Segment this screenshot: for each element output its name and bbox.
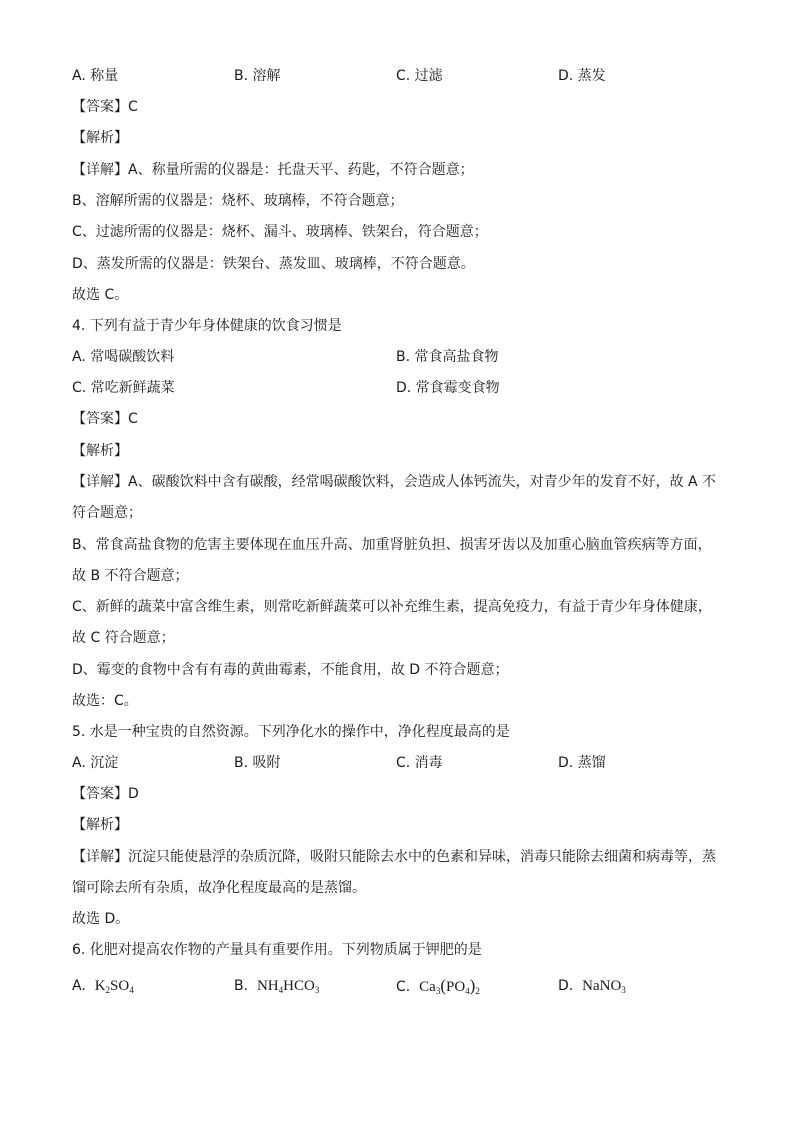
q6-option-c	[396, 976, 480, 997]
q5-detail-line: 【详解】沉淀只能使悬浮的杂质沉降，吸附只能除去水中的色素和异味，消毒只能除去细菌和病毒等，蒸	[72, 849, 716, 865]
q3-option-a: A. 称量	[72, 68, 119, 84]
q4-detail-line: D、霉变的食物中含有有毒的黄曲霉素，不能食用，故 D 不符合题意；	[72, 662, 509, 678]
q5-option-b: B. 吸附	[234, 755, 281, 771]
q4-options-row1	[72, 347, 732, 367]
q6-stem: 6. 化肥对提高农作物的产量具有重要作用。下列物质属于钾肥的是	[72, 942, 482, 958]
q4-detail-line: B、常食高盐食物的危害主要体现在血压升高、加重肾脏负担、损害牙齿以及加重心脑血管疾病等方面，	[72, 537, 712, 553]
option-label: A.	[72, 978, 86, 994]
q3-conclusion: 故选 C。	[72, 287, 129, 303]
q3-option-d: D. 蒸发	[558, 68, 606, 84]
q5-option-a: A. 沉淀	[72, 755, 119, 771]
q3-answer: 【答案】C	[72, 99, 138, 115]
q5-answer: 【答案】D	[72, 786, 139, 802]
q4-detail-line: 故 B 不符合题意；	[72, 568, 189, 584]
q6-options	[72, 976, 732, 996]
q4-option-d: D. 常食霉变食物	[396, 380, 500, 396]
q3-detail-line: 【详解】A、称量所需的仪器是：托盘天平、药匙，不符合题意；	[72, 162, 474, 178]
q3-analysis-heading: 【解析】	[72, 130, 128, 146]
q4-detail-line: 故 C 符合题意；	[72, 630, 175, 646]
q5-options	[72, 753, 732, 773]
q4-detail-line: 符合题意；	[72, 505, 142, 521]
q4-answer: 【答案】C	[72, 411, 138, 427]
q6-option-b	[234, 976, 319, 996]
q4-conclusion: 故选：C。	[72, 693, 138, 709]
q5-option-d: D. 蒸馏	[558, 755, 606, 771]
q4-options-row2	[72, 378, 732, 398]
q4-stem: 4. 下列有益于青少年身体健康的饮食习惯是	[72, 318, 342, 334]
q4-analysis-heading: 【解析】	[72, 443, 128, 459]
option-label: C.	[396, 979, 411, 995]
q4-option-b: B. 常食高盐食物	[396, 349, 499, 365]
option-label: B.	[234, 978, 249, 994]
q5-conclusion: 故选 D。	[72, 911, 130, 927]
q6-option-a	[72, 976, 134, 996]
q3-option-b: B. 溶解	[234, 68, 281, 84]
q3-detail-line: D、蒸发所需的仪器是：铁架台、蒸发皿、玻璃棒，不符合题意。	[72, 256, 475, 272]
q4-detail-line: C、新鲜的蔬菜中富含维生素，则常吃新鲜蔬菜可以补充维生素，提高免疫力，有益于青少年身体健康，	[72, 599, 712, 615]
formula-nh4hco3: $NH_4HCO_3$	[256, 978, 320, 995]
option-label: D.	[558, 978, 574, 994]
q6-option-d	[558, 976, 626, 996]
q3-detail-line: C、过滤所需的仪器是：烧杯、漏斗、玻璃棒、铁架台，符合题意；	[72, 224, 488, 240]
q3-detail-line: B、溶解所需的仪器是：烧杯、玻璃棒，不符合题意；	[72, 193, 404, 209]
formula-nano3: NaNO$_3$	[582, 978, 626, 995]
q4-option-a: A. 常喝碳酸饮料	[72, 349, 175, 365]
formula-ca3po42: $Ca_3(PO_4)_2$	[419, 976, 480, 996]
q5-stem: 5. 水是一种宝贵的自然资源。下列净化水的操作中，净化程度最高的是	[72, 724, 510, 740]
q4-detail-line: 【详解】A、碳酸饮料中含有碳酸，经常喝碳酸饮料，会造成人体钙流失，对青少年的发育不好，故 A 不	[72, 474, 717, 490]
formula-k2so4: $K_2SO_4$	[94, 978, 134, 995]
q5-detail-line: 馏可除去所有杂质，故净化程度最高的是蒸馏。	[72, 880, 366, 896]
q3-options	[72, 66, 732, 86]
q5-option-c: C. 消毒	[396, 755, 443, 771]
q5-analysis-heading: 【解析】	[72, 817, 128, 833]
q3-option-c: C. 过滤	[396, 68, 443, 84]
q4-option-c: C. 常吃新鲜蔬菜	[72, 380, 175, 396]
